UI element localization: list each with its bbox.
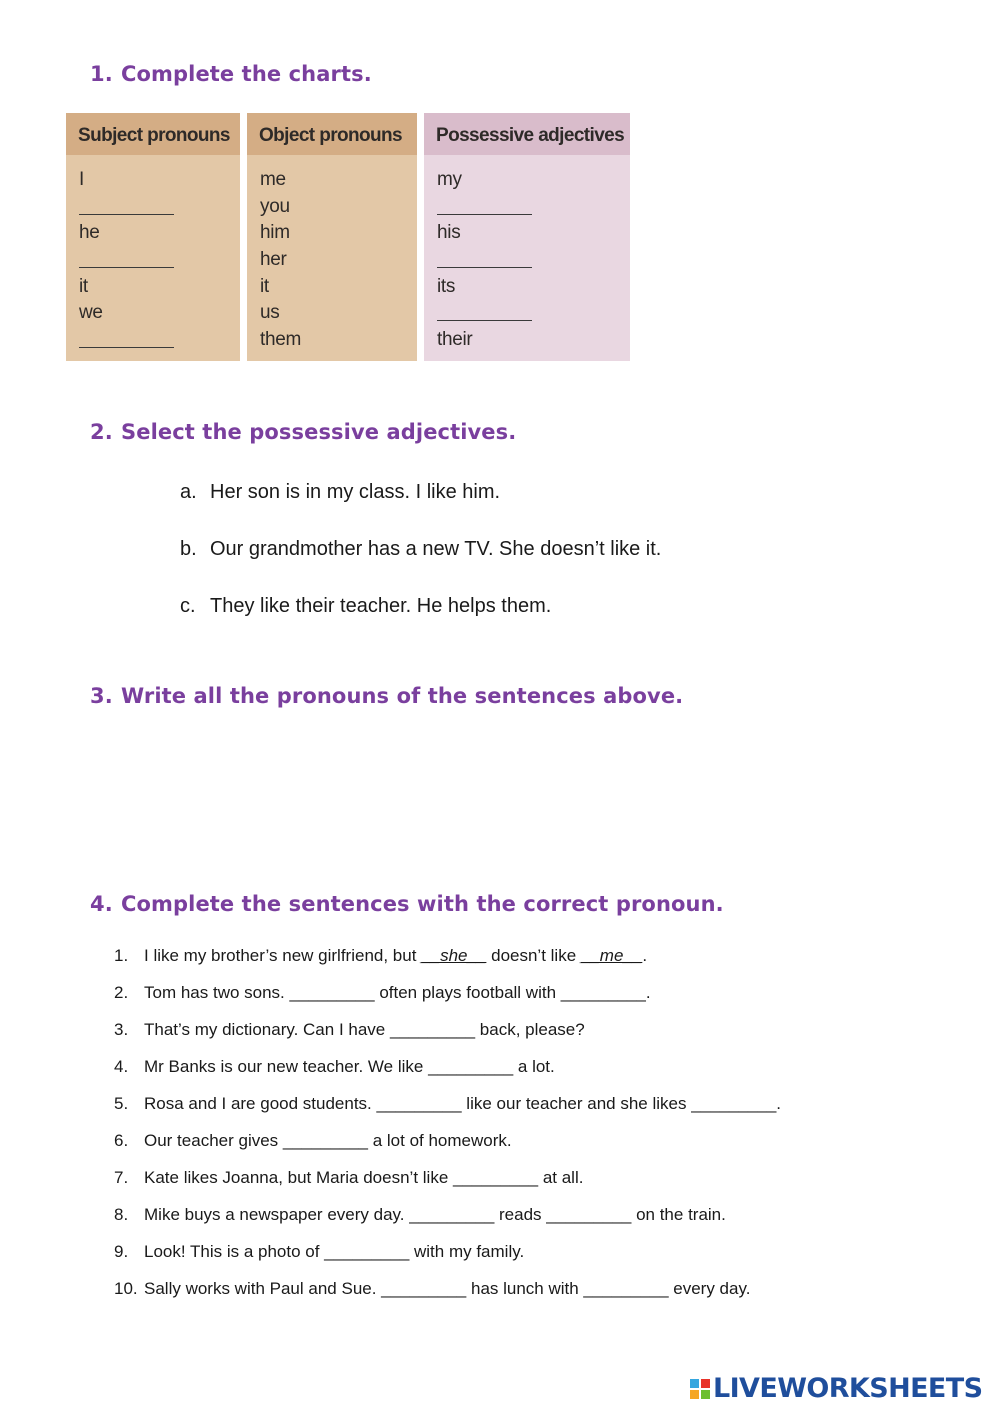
sentence-item: 1. I like my brother’s new girlfriend, but __she__ doesn’t like __me__. xyxy=(114,946,648,965)
chart-cell: him xyxy=(260,222,290,244)
pronouns-answer-area[interactable] xyxy=(90,725,910,875)
sentence-item[interactable]: 10. Sally works with Paul and Sue. _________ has lunch with _________ every day. xyxy=(114,1279,751,1298)
example-answer: __she__ xyxy=(421,946,487,965)
chart-cell: them xyxy=(260,329,302,351)
column-header: Possessive adjectives xyxy=(424,113,630,155)
liveworksheets-logo-mark xyxy=(690,1379,710,1399)
pronoun-sentence-list xyxy=(114,946,781,1316)
liveworksheets-logo xyxy=(690,1373,982,1404)
chart-cell: my xyxy=(437,169,462,190)
chart-cell: her xyxy=(260,249,287,271)
column-header: Object pronouns xyxy=(247,113,417,155)
possessive-selection-list xyxy=(180,481,661,652)
answer-blank[interactable] xyxy=(79,194,240,221)
sentence-item[interactable]: 7. Kate likes Joanna, but Maria doesn’t like _________ at all. xyxy=(114,1168,584,1187)
answer-blank[interactable] xyxy=(437,194,630,221)
logo-text: LIVEWORKSHEETS xyxy=(713,1373,983,1404)
chart-cell: us xyxy=(260,302,280,324)
chart-cell: their xyxy=(437,329,473,351)
chart-cell: he xyxy=(79,222,100,244)
selectable-sentence[interactable]: c. They like their teacher. He helps them. xyxy=(180,595,552,617)
answer-blank[interactable] xyxy=(437,300,630,327)
sentence-item[interactable]: 9. Look! This is a photo of _________ with my family. xyxy=(114,1242,525,1261)
answer-blank[interactable] xyxy=(79,247,240,274)
sentence-item[interactable]: 3. That’s my dictionary. Can I have _________ back, please? xyxy=(114,1020,585,1039)
selectable-sentence[interactable]: b. Our grandmother has a new TV. She doesn’t like it. xyxy=(180,538,662,560)
chart-cell: it xyxy=(260,275,269,297)
section-1-title: 1. Complete the charts. xyxy=(90,62,372,86)
chart-cell: its xyxy=(437,275,456,297)
answer-blank[interactable] xyxy=(79,327,240,354)
possessive-adjectives-column xyxy=(424,113,630,361)
chart-cell: you xyxy=(260,195,290,217)
answer-blank[interactable] xyxy=(437,247,630,274)
chart-cell: we xyxy=(79,302,103,324)
chart-cell: his xyxy=(437,222,461,244)
object-pronouns-column xyxy=(247,113,417,361)
sentence-item[interactable]: 8. Mike buys a newspaper every day. _________ reads _________ on the train. xyxy=(114,1205,726,1224)
section-2-title: 2. Select the possessive adjectives. xyxy=(90,420,517,444)
logo-square xyxy=(701,1379,710,1388)
column-header: Subject pronouns xyxy=(66,113,240,155)
logo-square xyxy=(701,1390,710,1399)
sentence-item[interactable]: 4. Mr Banks is our new teacher. We like _________ a lot. xyxy=(114,1057,555,1076)
logo-square xyxy=(690,1379,699,1388)
selectable-sentence[interactable]: a. Her son is in my class. I like him. xyxy=(180,481,501,503)
logo-square xyxy=(690,1390,699,1399)
sentence-item[interactable]: 5. Rosa and I are good students. _________ like our teacher and she likes _________. xyxy=(114,1094,782,1113)
chart-cell: it xyxy=(79,275,88,297)
sentence-item[interactable]: 2. Tom has two sons. _________ often plays football with _________. xyxy=(114,983,651,1002)
chart-cell: I xyxy=(79,169,84,190)
example-answer: __me__ xyxy=(580,946,643,965)
section-3-title: 3. Write all the pronouns of the sentences above. xyxy=(90,684,684,708)
sentence-item[interactable]: 6. Our teacher gives _________ a lot of homework. xyxy=(114,1131,512,1150)
subject-pronouns-column xyxy=(66,113,240,361)
chart-cell: me xyxy=(260,169,286,190)
section-4-title: 4. Complete the sentences with the correct pronoun. xyxy=(90,892,724,916)
